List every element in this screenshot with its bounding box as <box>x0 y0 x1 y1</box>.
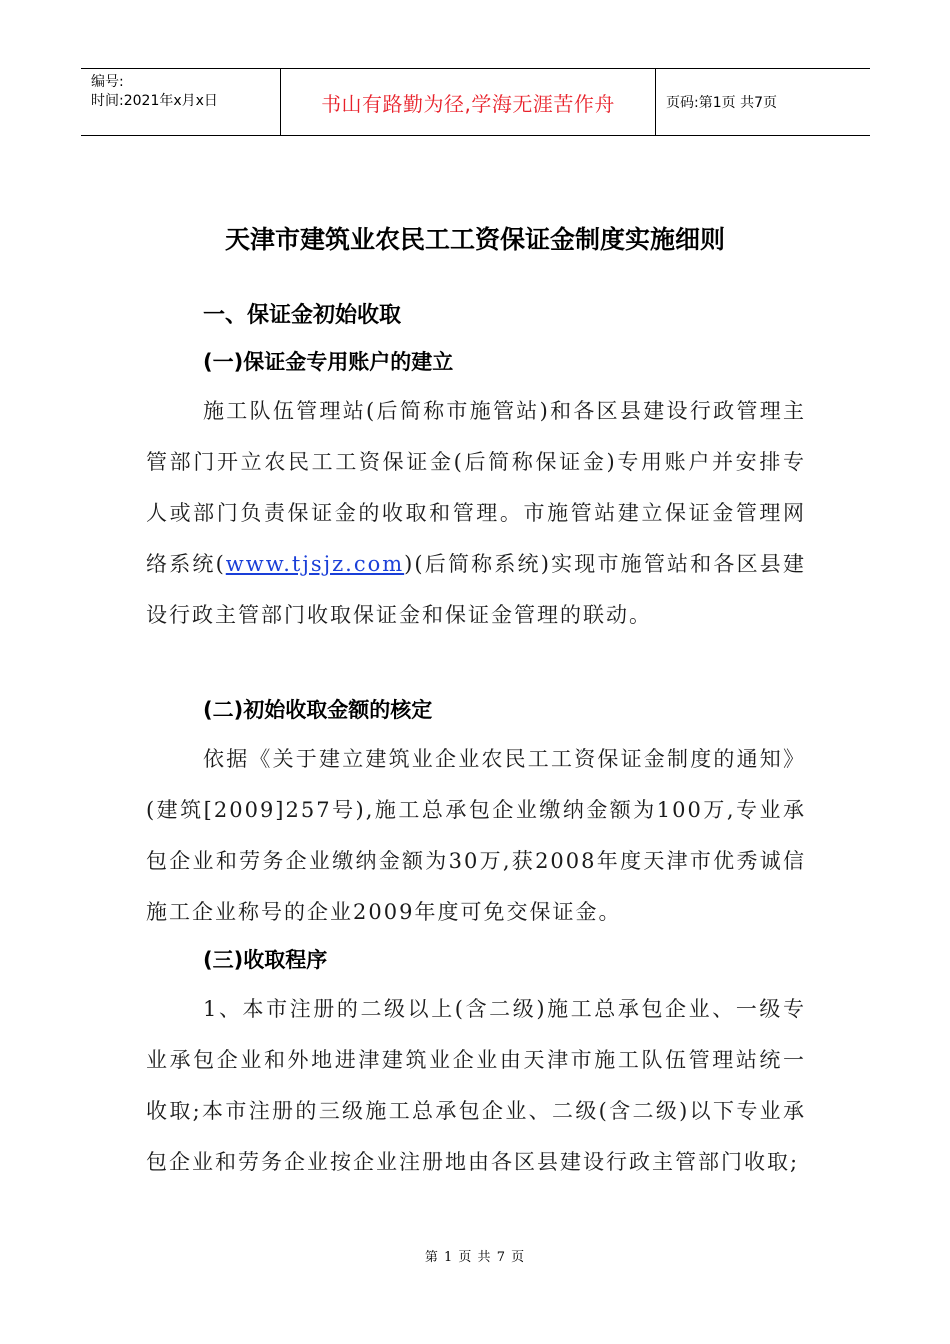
paragraph-amount: 依据《关于建立建筑业企业农民工工资保证金制度的通知》(建筑[2009]257号),施工总承包企业缴纳金额为100万,专业承包企业和劳务企业缴纳金额为30万,获2008年度天津市优秀诚信施工企业称号的企业2009年度可免交保证金。 <box>146 747 806 924</box>
page-header <box>81 68 870 136</box>
website-link[interactable]: www.tjsjz.com <box>225 552 405 576</box>
subsection-heading-1: (一)保证金专用账户的建立 <box>203 350 454 374</box>
page-footer: 第 1 页 共 7 页 <box>424 1250 526 1265</box>
paragraph-procedure: 1、本市注册的二级以上(含二级)施工总承包企业、一级专业承包企业和外地进津建筑业企业由天津市施工队伍管理站统一收取;本市注册的三级施工总承包企业、二级(含二级)以下专业承包企业和劳务企业按企业注册地由各区县建设行政主管部门收取; <box>146 997 806 1174</box>
header-page-info: 页码:第1页 共7页 <box>666 95 777 111</box>
paragraph-text: 施工队伍管理站(后简称市施管站)和各区县建设行政管理主管部门开立农民工工资保证金(后简称保证金)专用账户并安排专人或部门负责保证金的收取和管理。市施管站建立保证金管理网络系统( <box>146 399 806 576</box>
header-motto: 书山有路勤为径,学海无涯苦作舟 <box>280 69 656 135</box>
document-title: 天津市建筑业农民工工资保证金制度实施细则 <box>224 225 725 254</box>
subsection-heading-3: (三)收取程序 <box>203 948 328 972</box>
header-meta <box>81 69 280 135</box>
subsection-heading-2: (二)初始收取金额的核定 <box>203 698 433 722</box>
time-label: 时间:2021年x月x日 <box>91 93 218 109</box>
section-heading: 一、保证金初始收取 <box>203 303 402 328</box>
number-label: 编号: <box>91 74 124 90</box>
paragraph-account <box>146 386 806 641</box>
paragraph-text: )(后简称系统)实现市施管站和各区县建设行政主管部门收取保证金和保证金管理的联动。 <box>146 552 806 627</box>
